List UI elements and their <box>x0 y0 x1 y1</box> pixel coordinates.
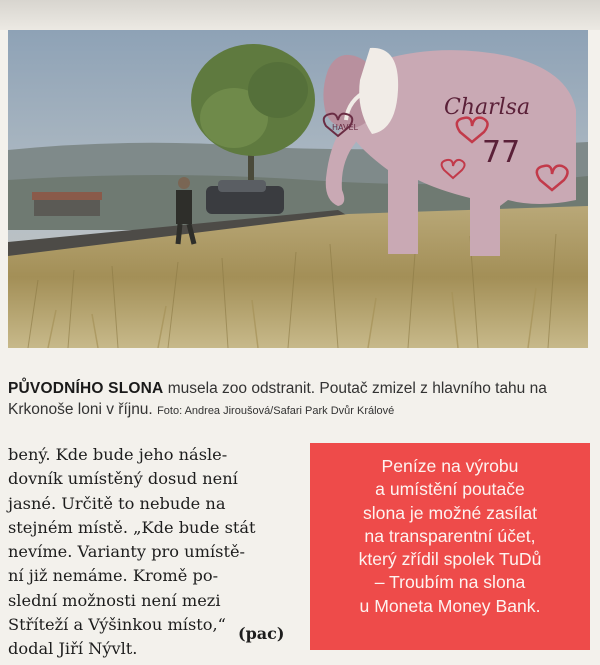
graffiti-number: 77 <box>482 135 521 170</box>
infobox-line: u Moneta Money Bank. <box>359 595 541 616</box>
photo-credit: Foto: Andrea Jiroušová/Safari Park Dvůr Králové <box>157 405 395 417</box>
graffiti-name: Charlsa <box>444 95 531 120</box>
article-line: bený. Kde bude jeho násle- <box>8 445 228 464</box>
article-line: dodal Jiří Nývlt. <box>8 639 138 659</box>
article-line: ní již nemáme. Kromě po- <box>8 566 219 586</box>
previous-article-strip <box>0 0 600 30</box>
caption-lead: PŮVODNÍHO SLONA <box>8 380 164 397</box>
article-line: stejném místě. „Kde bude stát <box>8 517 256 537</box>
photo-caption <box>8 378 588 422</box>
infobox-line: slona je možné zasílat <box>362 502 538 523</box>
infobox-line: na transparentní účet, <box>364 525 536 546</box>
article-line: slední možnosti není mezi <box>8 590 221 610</box>
donation-infobox <box>310 443 590 650</box>
author-signature: (pac) <box>238 624 285 643</box>
article-line: dovník umístěný dosud není <box>8 469 238 489</box>
article-line: jasné. Určitě to nebude na <box>8 493 226 513</box>
infobox-line: Peníze na výrobu <box>381 456 519 476</box>
article-line: nevíme. Varianty pro umístě- <box>8 542 245 562</box>
article-photo <box>8 30 588 348</box>
infobox-line: – Troubím na slona <box>374 572 526 593</box>
graffiti-heart-text: HAVEL <box>332 123 358 132</box>
caption-text: musela zoo odstranit. Poutač zmizel z hlavního tahu na Krkonoše loni v říjnu. <box>8 380 547 418</box>
article-line: Stříteží a Výšinkou místo,“ <box>8 615 226 635</box>
infobox-line: a umístění poutače <box>375 479 525 500</box>
infobox-line: který zřídil spolek TuDů <box>358 549 542 570</box>
